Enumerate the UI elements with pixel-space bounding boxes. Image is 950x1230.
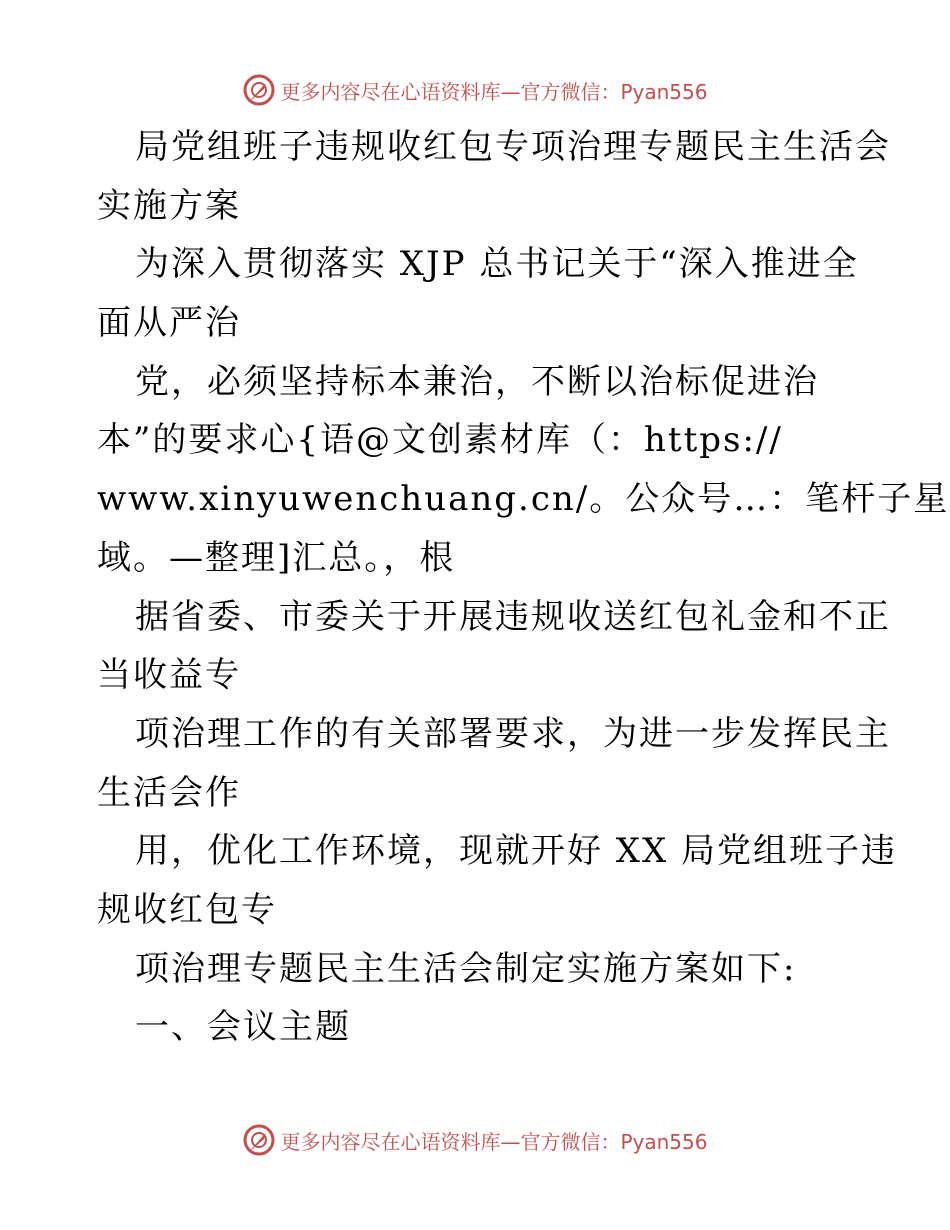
paragraph-line: www.xinyuwenchuang.cn/。公众号…：笔杆子星 <box>97 479 950 520</box>
header-banner-text: 更多内容尽在心语资料库—官方微信：Pyan556 <box>280 79 708 104</box>
document-title-line-1: 局党组班子违规收红包专项治理专题民主生活会 <box>135 127 891 167</box>
paragraph-line: 为深入贯彻落实 XJP 总书记关于“深入推进全 <box>135 244 859 285</box>
brand-logo-icon <box>242 1123 276 1157</box>
paragraph-line: 据省委、市委关于开展违规收送红包礼金和不正 <box>135 596 891 637</box>
section-heading: 一、会议主题 <box>135 1007 351 1048</box>
paragraph-line: 项治理专题民主生活会制定实施方案如下: <box>135 948 797 989</box>
paragraph-line: 面从严治 <box>97 303 241 344</box>
paragraph-line: 本”的要求心{语@文创素材库（：https:// <box>97 420 783 461</box>
paragraph-line: 党，必须坚持标本兼治，不断以治标促进治 <box>135 361 819 402</box>
paragraph-line: 生活会作 <box>97 772 241 813</box>
paragraph-line: 项治理工作的有关部署要求，为进一步发挥民主 <box>135 713 891 754</box>
document-title-line-2: 实施方案 <box>97 185 241 226</box>
paragraph-line: 规收红包专 <box>97 889 277 930</box>
footer-banner-text: 更多内容尽在心语资料库—官方微信：Pyan556 <box>280 1129 708 1154</box>
brand-logo-icon <box>242 73 276 107</box>
paragraph-line: 用，优化工作环境，现就开好 XX 局党组班子违 <box>135 831 898 872</box>
header-banner <box>0 70 950 110</box>
footer-banner <box>0 1120 950 1160</box>
paragraph-line: 域。—整理]汇总。，根 <box>97 537 456 578</box>
paragraph-line: 当收益专 <box>97 655 241 696</box>
document-body <box>97 118 950 1057</box>
